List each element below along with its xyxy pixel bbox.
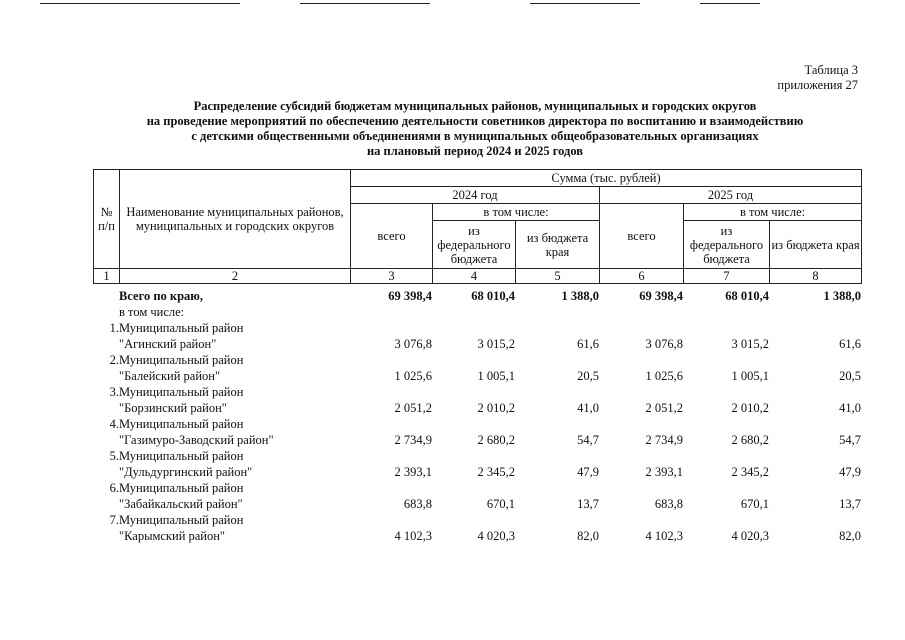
total-value: 69 398,4	[388, 289, 432, 303]
row-number: 2.	[109, 353, 119, 367]
district-type: Муниципальный район	[119, 449, 244, 463]
title-line: с детскими общественными объединениями в муниципальных общеобразовательных организациях	[191, 129, 759, 143]
district-value: 82,0	[577, 529, 599, 543]
header-name: Наименование муниципальных районов, муниципальных и городских округов	[120, 170, 351, 269]
header-federal-2024: из федерального бюджета	[433, 221, 516, 269]
district-value: 670,1	[486, 497, 515, 511]
district-value: 47,9	[839, 465, 861, 479]
district-value: 4 102,3	[645, 529, 683, 543]
total-row	[93, 288, 861, 304]
district-value: 3 076,8	[394, 337, 432, 351]
appendix-label: приложения 27	[777, 78, 858, 92]
row-number: 3.	[109, 385, 119, 399]
table-label: Таблица 3	[804, 63, 858, 77]
header-federal-2025: из федерального бюджета	[684, 221, 770, 269]
district-name: "Карымский район"	[119, 529, 226, 543]
district-name: "Агинский район"	[119, 337, 217, 351]
title-line: на плановый период 2024 и 2025 годов	[366, 144, 584, 158]
district-value: 2 010,2	[731, 401, 769, 415]
top-rule	[530, 3, 640, 4]
district-row	[93, 352, 861, 368]
district-value: 47,9	[577, 465, 599, 479]
district-row	[93, 512, 861, 528]
header-year-2024: 2024 год	[351, 187, 600, 204]
col-number: 2	[120, 269, 351, 284]
header-year-2025: 2025 год	[600, 187, 862, 204]
total-value: 1 388,0	[561, 289, 599, 303]
total-label: Всего по краю,	[119, 289, 203, 303]
col-number: 7	[684, 269, 770, 284]
district-name: "Балейский район"	[119, 369, 221, 383]
district-value: 2 734,9	[645, 433, 683, 447]
header-regional-2025: из бюджета края	[770, 221, 862, 269]
header-total-2024: всего	[351, 204, 433, 269]
district-value: 4 020,3	[477, 529, 515, 543]
district-value: 683,8	[654, 497, 683, 511]
district-value: 1 025,6	[394, 369, 432, 383]
district-value: 3 076,8	[645, 337, 683, 351]
table-header	[93, 169, 862, 284]
district-name: "Газимуро-Заводский район"	[119, 433, 274, 447]
including-label: в том числе:	[119, 305, 185, 319]
district-value: 3 015,2	[477, 337, 515, 351]
district-values-row	[93, 336, 861, 352]
district-value: 2 393,1	[394, 465, 432, 479]
district-type: Муниципальный район	[119, 481, 244, 495]
district-values-row	[93, 400, 861, 416]
district-value: 41,0	[577, 401, 599, 415]
total-value: 68 010,4	[725, 289, 769, 303]
district-value: 54,7	[839, 433, 861, 447]
total-value: 1 388,0	[823, 289, 861, 303]
district-name: "Борзинский район"	[119, 401, 227, 415]
district-value: 20,5	[839, 369, 861, 383]
row-number: 5.	[109, 449, 119, 463]
district-type: Муниципальный район	[119, 417, 244, 431]
district-value: 20,5	[577, 369, 599, 383]
header-sum: Сумма (тыс. рублей)	[351, 170, 862, 187]
row-number: 1.	[109, 321, 119, 335]
district-type: Муниципальный район	[119, 385, 244, 399]
district-row	[93, 448, 861, 464]
district-type: Муниципальный район	[119, 321, 244, 335]
row-number: 4.	[109, 417, 119, 431]
district-value: 4 020,3	[731, 529, 769, 543]
col-number: 6	[600, 269, 684, 284]
district-value: 1 005,1	[477, 369, 515, 383]
district-name: "Забайкальский район"	[119, 497, 243, 511]
district-row	[93, 480, 861, 496]
district-type: Муниципальный район	[119, 353, 244, 367]
district-values-row	[93, 432, 861, 448]
col-number: 1	[94, 269, 120, 284]
district-value: 2 345,2	[731, 465, 769, 479]
title-line: Распределение субсидий бюджетам муниципальных районов, муниципальных и городских округов	[193, 99, 757, 113]
district-value: 41,0	[839, 401, 861, 415]
district-value: 54,7	[577, 433, 599, 447]
district-value: 2 393,1	[645, 465, 683, 479]
district-type: Муниципальный район	[119, 513, 244, 527]
title-line: на проведение мероприятий по обеспечению деятельности советников директора по воспитанию и взаимодействию	[146, 114, 804, 128]
col-number: 5	[516, 269, 600, 284]
district-value: 13,7	[839, 497, 861, 511]
district-value: 4 102,3	[394, 529, 432, 543]
col-number: 3	[351, 269, 433, 284]
district-values-row	[93, 464, 861, 480]
district-value: 670,1	[740, 497, 769, 511]
district-value: 2 051,2	[394, 401, 432, 415]
district-value: 61,6	[577, 337, 599, 351]
top-rule	[300, 3, 430, 4]
col-number: 4	[433, 269, 516, 284]
district-value: 2 680,2	[731, 433, 769, 447]
district-values-row	[93, 496, 861, 512]
district-row	[93, 384, 861, 400]
district-value: 13,7	[577, 497, 599, 511]
including-row	[93, 304, 861, 320]
row-number: 6.	[109, 481, 119, 495]
district-values-row	[93, 368, 861, 384]
table-reference	[777, 63, 858, 93]
document-title	[95, 99, 855, 159]
district-value: 61,6	[839, 337, 861, 351]
district-value: 1 025,6	[645, 369, 683, 383]
total-value: 68 010,4	[471, 289, 515, 303]
district-value: 2 051,2	[645, 401, 683, 415]
district-value: 82,0	[839, 529, 861, 543]
header-no: № п/п	[94, 170, 120, 269]
district-row	[93, 320, 861, 336]
total-value: 69 398,4	[639, 289, 683, 303]
header-including-2024: в том числе:	[433, 204, 600, 221]
row-number: 7.	[109, 513, 119, 527]
district-name: "Дульдургинский район"	[119, 465, 253, 479]
header-total-2025: всего	[600, 204, 684, 269]
header-regional-2024: из бюджета края	[516, 221, 600, 269]
district-value: 2 345,2	[477, 465, 515, 479]
district-value: 683,8	[403, 497, 432, 511]
district-value: 2 734,9	[394, 433, 432, 447]
col-number: 8	[770, 269, 862, 284]
district-value: 2 010,2	[477, 401, 515, 415]
header-including-2025: в том числе:	[684, 204, 862, 221]
district-value: 3 015,2	[731, 337, 769, 351]
district-value: 1 005,1	[731, 369, 769, 383]
district-row	[93, 416, 861, 432]
top-rule	[700, 3, 760, 4]
district-value: 2 680,2	[477, 433, 515, 447]
district-values-row	[93, 528, 861, 544]
top-rule	[40, 3, 240, 4]
table-body	[93, 288, 861, 544]
